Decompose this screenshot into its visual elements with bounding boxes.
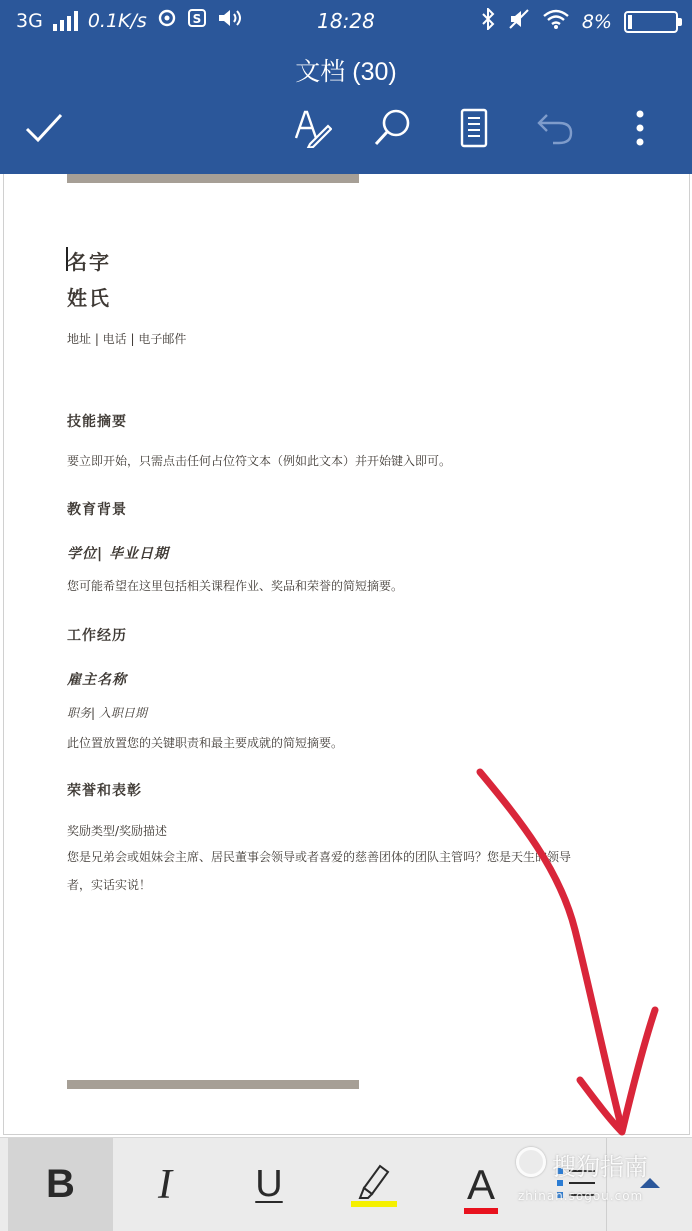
degree-text[interactable]: 学位| 毕业日期 xyxy=(67,546,169,562)
sogou-logo-icon xyxy=(516,1147,546,1177)
more-icon xyxy=(635,110,645,150)
work-text[interactable]: 此位置放置您的关键职责和最主要成就的简短摘要。 xyxy=(67,736,344,750)
document-page[interactable] xyxy=(3,174,690,1135)
contact-line[interactable]: 地址 | 电话 | 电子邮件 xyxy=(67,332,187,346)
search-icon xyxy=(372,108,412,152)
more-options-button[interactable] xyxy=(616,106,664,154)
reading-view-icon xyxy=(459,108,489,152)
document-title: 文档 (30) xyxy=(295,58,397,86)
skills-heading[interactable]: 技能摘要 xyxy=(67,414,127,430)
search-button[interactable] xyxy=(368,106,416,154)
skills-text[interactable]: 要立即开始，只需点击任何占位符文本（例如此文本）并开始键入即可。 xyxy=(67,454,452,468)
underline-button[interactable] xyxy=(217,1138,321,1231)
last-name-text[interactable]: 姓氏 xyxy=(67,286,111,310)
pen-format-icon xyxy=(292,108,332,152)
format-button[interactable] xyxy=(288,106,336,154)
highlighter-icon xyxy=(350,1158,400,1212)
sogou-watermark xyxy=(512,1147,692,1207)
status-bar xyxy=(0,0,692,46)
bold-button[interactable] xyxy=(8,1138,113,1231)
education-text[interactable]: 您可能希望在这里包括相关课程作业、奖品和荣誉的简短摘要。 xyxy=(67,579,404,593)
reading-view-button[interactable] xyxy=(450,106,498,154)
underline-label: U xyxy=(255,1163,283,1205)
bold-label: B xyxy=(46,1162,75,1206)
italic-label: I xyxy=(158,1161,172,1208)
employer-text[interactable]: 雇主名称 xyxy=(67,672,127,688)
footer-rule xyxy=(67,1080,359,1089)
network-type: 3G xyxy=(16,9,43,32)
font-color-icon xyxy=(466,1160,495,1208)
work-heading[interactable]: 工作经历 xyxy=(67,628,127,644)
svg-text:S: S xyxy=(192,12,202,26)
honors-heading[interactable]: 荣誉和表彰 xyxy=(67,783,142,799)
battery-level: 8% xyxy=(581,10,612,33)
app-header xyxy=(0,46,692,174)
wifi-icon xyxy=(542,8,570,35)
education-heading[interactable]: 教育背景 xyxy=(67,502,127,518)
watermark-url: zhinan.sogou.com xyxy=(518,1189,644,1203)
check-icon xyxy=(24,112,64,148)
first-name-text[interactable]: 名字 xyxy=(67,250,111,274)
award-type-text[interactable]: 奖励类型/奖励描述 xyxy=(67,824,168,838)
network-speed: 0.1K/s xyxy=(87,9,147,32)
highlight-button[interactable] xyxy=(321,1138,429,1231)
job-title-text[interactable]: 职务| 入职日期 xyxy=(67,706,147,720)
undo-button[interactable] xyxy=(532,106,580,154)
honors-text-line1[interactable]: 您是兄弟会或姐妹会主席、居民董事会领导或者喜爱的慈善团体的团队主管吗？您是天生的领导 xyxy=(67,850,572,864)
undo-icon xyxy=(537,111,575,149)
watermark-title: 搜狗指南 xyxy=(552,1153,648,1181)
clock: 18:28 xyxy=(317,9,375,33)
font-color-label: A xyxy=(466,1160,495,1208)
document-canvas[interactable] xyxy=(0,174,692,1137)
italic-button[interactable] xyxy=(113,1138,217,1231)
bluetooth-icon xyxy=(480,8,496,35)
header-rule xyxy=(67,174,359,183)
mute-icon xyxy=(508,8,530,35)
battery-icon xyxy=(624,11,678,33)
honors-text-line2[interactable]: 者，实话实说！ xyxy=(67,878,152,892)
done-button[interactable] xyxy=(20,106,68,154)
